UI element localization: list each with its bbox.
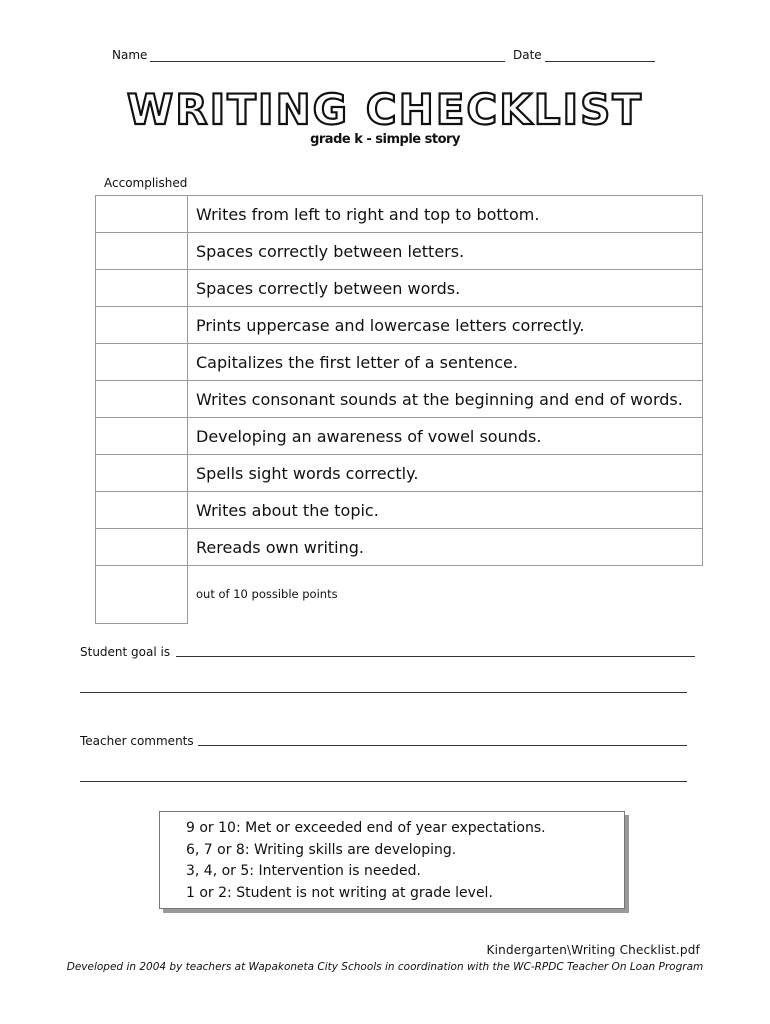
check-box[interactable] <box>96 344 188 381</box>
title-text: WRITING CHECKLIST <box>126 85 644 134</box>
page-subtitle: grade k - simple story <box>310 132 460 147</box>
date-label: Date <box>513 48 542 62</box>
checklist-item: Developing an awareness of vowel sounds. <box>188 418 703 455</box>
checklist-row <box>96 418 703 455</box>
checklist-row <box>96 344 703 381</box>
total-row <box>96 566 703 624</box>
teacher-comments-line[interactable] <box>198 745 687 746</box>
checklist-item: Writes about the topic. <box>188 492 703 529</box>
checklist-item: Writes from left to right and top to bottom. <box>188 196 703 233</box>
name-label: Name <box>112 48 148 62</box>
student-goal-line[interactable] <box>176 656 695 657</box>
accomplished-label: Accomplished <box>104 176 188 190</box>
check-box[interactable] <box>96 233 188 270</box>
check-box[interactable] <box>96 529 188 566</box>
checklist-item: Spells sight words correctly. <box>188 455 703 492</box>
page-title <box>125 84 645 134</box>
teacher-comments-line-2[interactable] <box>80 781 687 782</box>
checklist-row <box>96 307 703 344</box>
scale-item: 6, 7 or 8: Writing skills are developing. <box>186 841 457 858</box>
scale-item: 1 or 2: Student is not writing at grade level. <box>186 884 493 901</box>
student-goal-label: Student goal is <box>80 645 171 659</box>
credit-text: Developed in 2004 by teachers at Wapakoneta City Schools in coordination with the WC-RPDC Teacher On Loan Program <box>66 961 704 973</box>
checklist-row <box>96 196 703 233</box>
checklist-item: Prints uppercase and lowercase letters correctly. <box>188 307 703 344</box>
name-field <box>112 48 147 62</box>
scale-item: 9 or 10: Met or exceeded end of year expectations. <box>186 820 546 836</box>
checklist-row <box>96 233 703 270</box>
checklist-row <box>96 270 703 307</box>
student-goal-line-2[interactable] <box>80 692 687 693</box>
checklist-item: Capitalizes the first letter of a sentence. <box>188 344 703 381</box>
scale-item: 3, 4, or 5: Intervention is needed. <box>186 863 421 879</box>
checklist-item: Spaces correctly between letters. <box>188 233 703 270</box>
total-box[interactable] <box>96 566 188 624</box>
points-cell <box>188 566 703 624</box>
check-box[interactable] <box>96 492 188 529</box>
checklist-item: Spaces correctly between words. <box>188 270 703 307</box>
teacher-comments-label: Teacher comments <box>80 734 194 748</box>
scoring-scale-box <box>159 811 625 909</box>
checklist-item: Rereads own writing. <box>188 529 703 566</box>
points-text: out of 10 possible points <box>196 586 338 601</box>
checklist-row <box>96 455 703 492</box>
date-field <box>513 48 542 62</box>
file-path: Kindergarten\Writing Checklist.pdf <box>486 943 700 957</box>
checklist-row <box>96 381 703 418</box>
date-line[interactable] <box>545 61 655 62</box>
check-box[interactable] <box>96 418 188 455</box>
checklist-table <box>95 195 703 624</box>
check-box[interactable] <box>96 381 188 418</box>
checklist-row <box>96 492 703 529</box>
checklist-item: Writes consonant sounds at the beginning and end of words. <box>188 381 703 418</box>
check-box[interactable] <box>96 307 188 344</box>
checklist-row <box>96 529 703 566</box>
check-box[interactable] <box>96 196 188 233</box>
check-box[interactable] <box>96 455 188 492</box>
check-box[interactable] <box>96 270 188 307</box>
name-line[interactable] <box>150 61 505 62</box>
